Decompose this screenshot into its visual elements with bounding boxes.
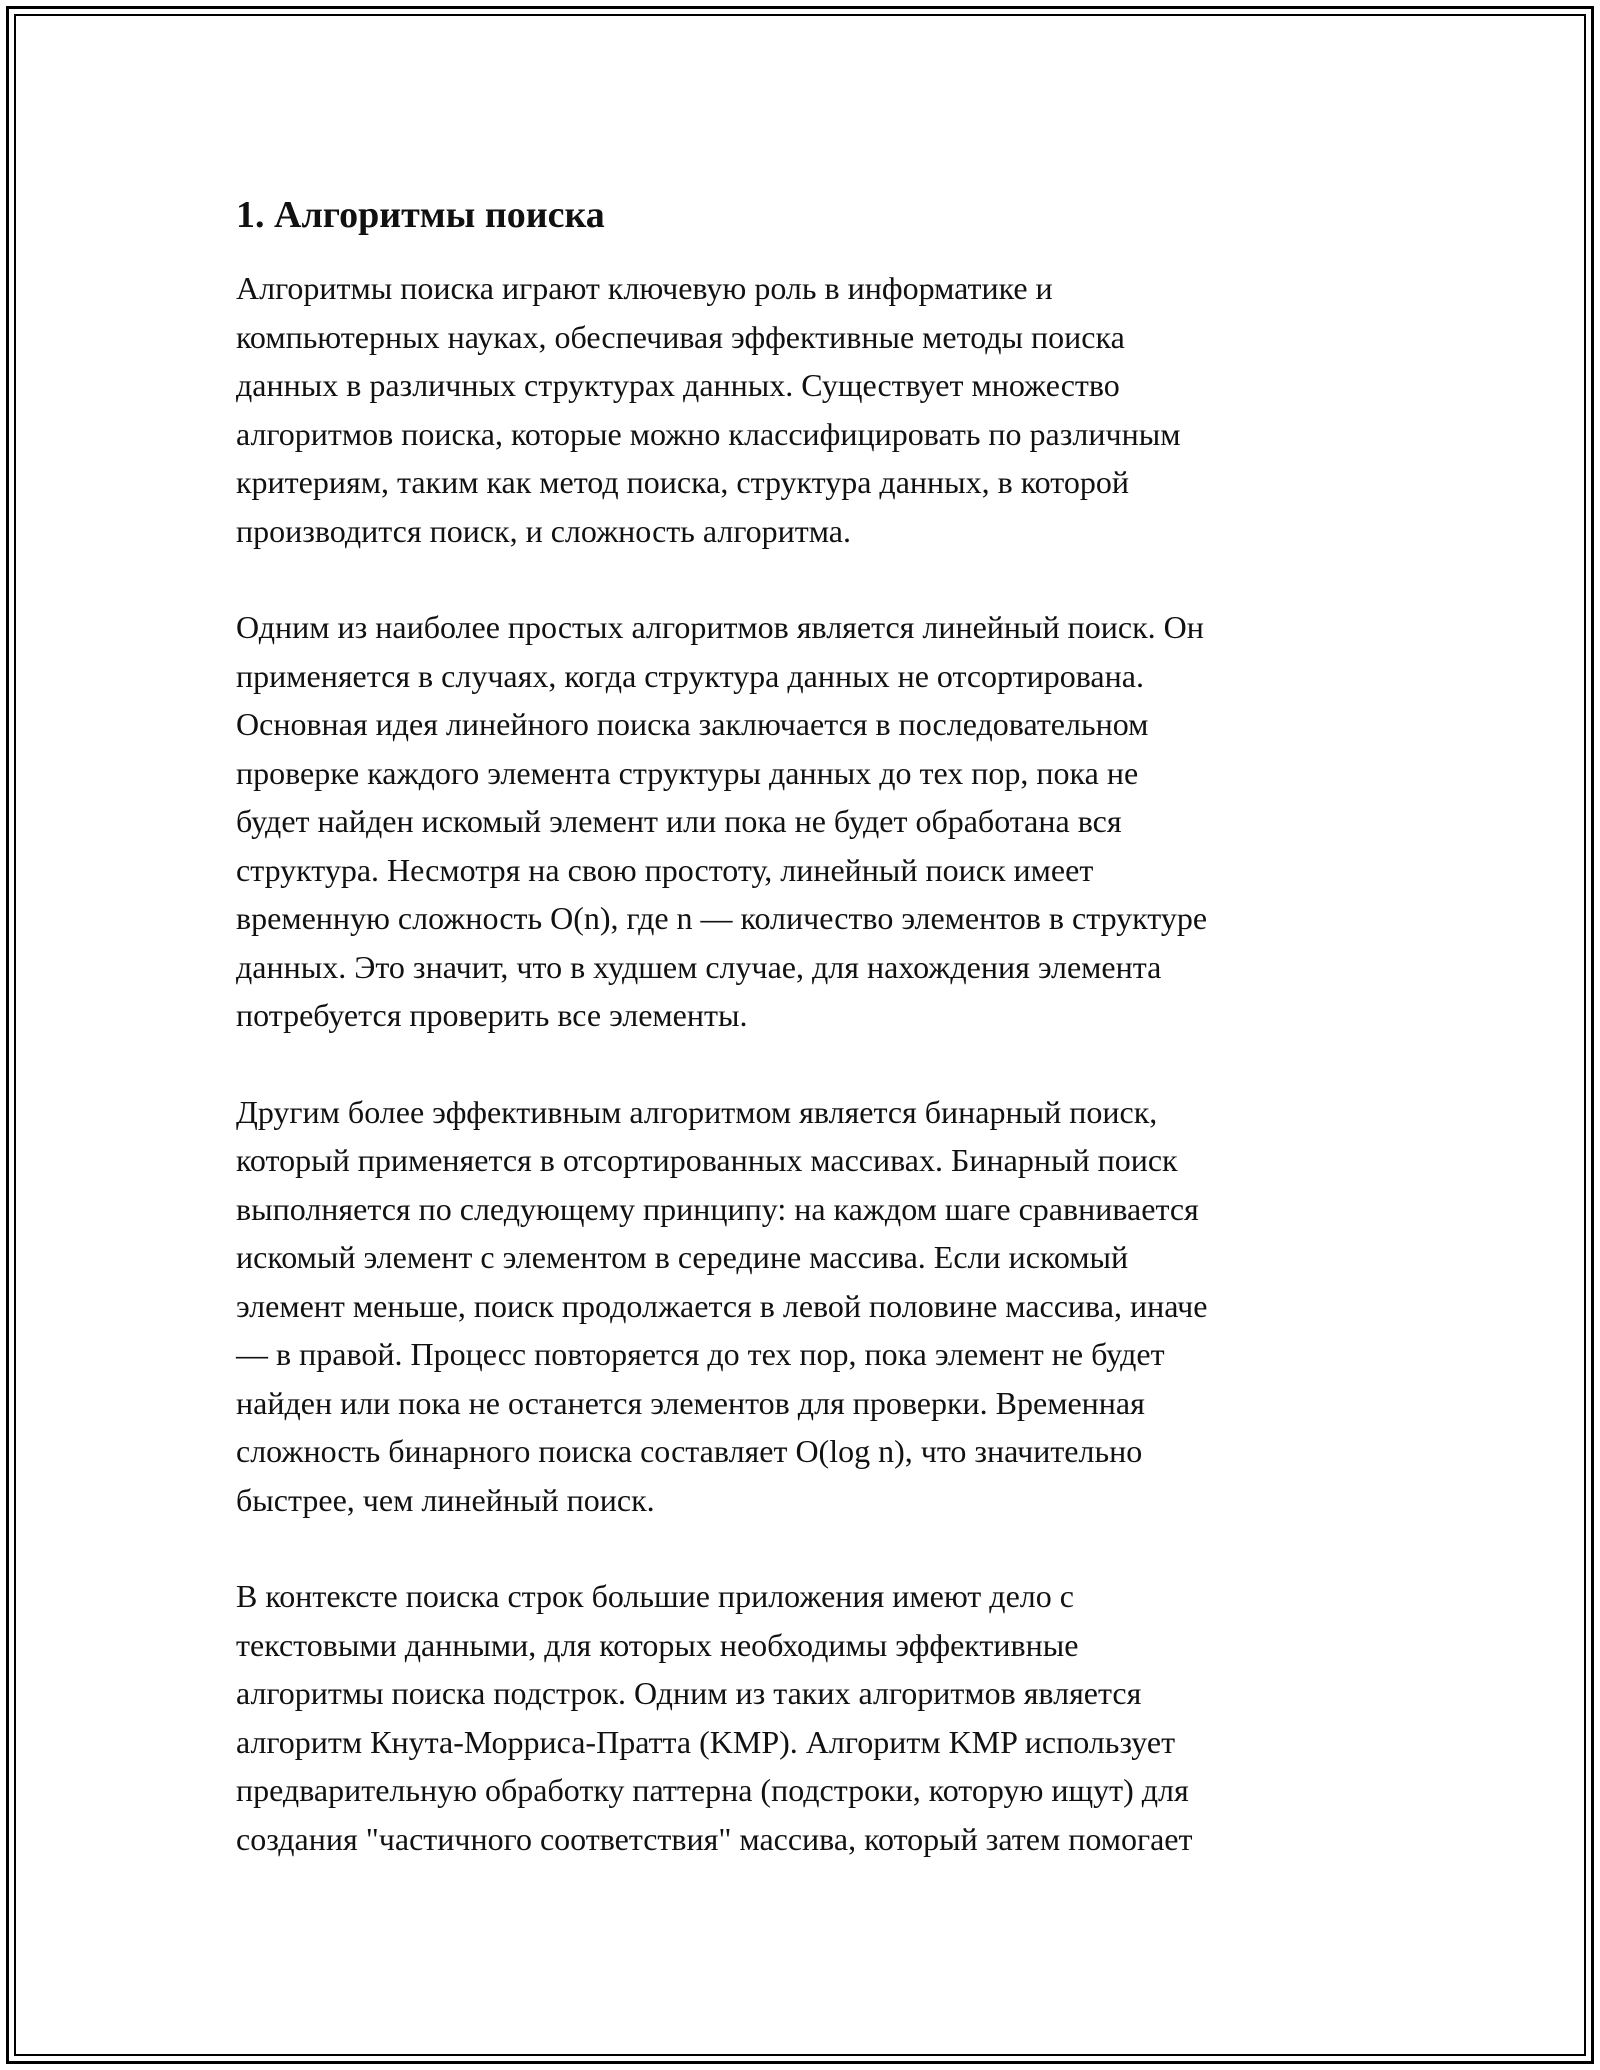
document-body [236,186,1366,1911]
text-line: который применяется в отсортированных массивах. Бинарный поиск [236,1142,1178,1178]
text-line: данных. Это значит, что в худшем случае, для нахождения элемента [236,948,1162,985]
text-line: критериям, таким как метод поиска, структура данных, в которой [236,464,1129,500]
text-line: найден или пока не останется элементов для проверки. Временная [236,1384,1145,1421]
text-line: компьютерных науках, обеспечивая эффективные методы поиска [236,318,1125,355]
text-line: — в правой. Процесс повторяется до тех пор, пока элемент не будет [236,1336,1165,1372]
text-line: Одним из наиболее простых алгоритмов является линейный поиск. Он [236,609,1204,645]
text-line: данных в различных структурах данных. Существует множество [236,367,1120,403]
text-line: Алгоритмы поиска играют ключевую роль в информатике и [236,270,1053,306]
section-heading: 1. Алгоритмы поиска [236,194,605,236]
text-line: сложность бинарного поиска составляет O(log n), что значительно [236,1433,1143,1469]
text-line: искомый элемент с элементом в середине массива. Если искомый [236,1239,1129,1275]
text-line: производится поиск, и сложность алгоритма. [236,512,851,549]
text-line: быстрее, чем линейный поиск. [236,1481,655,1518]
paragraph-binary-search [236,1088,1366,1525]
paragraph-string-search [236,1572,1366,1863]
text-line: проверке каждого элемента структуры данных до тех пор, пока не [236,754,1139,791]
text-line: применяется в случаях, когда структура данных не отсортирована. [236,657,1144,694]
text-line: алгоритмов поиска, которые можно классифицировать по различным [236,415,1181,452]
text-line: создания "частичного соответствия" массива, который затем помогает [236,1820,1193,1857]
text-line: Другим более эффективным алгоритмом является бинарный поиск, [236,1093,1158,1130]
text-line: выполняется по следующему принципу: на каждом шаге сравнивается [236,1190,1199,1227]
paragraph-linear-search [236,603,1366,1040]
text-line: В контексте поиска строк большие приложения имеют дело с [236,1578,1074,1614]
text-line: Основная идея линейного поиска заключается в последовательном [236,706,1149,742]
text-line: временную сложность O(n), где n — количество элементов в структуре [236,900,1208,936]
paragraph-intro [236,264,1366,555]
text-line: текстовыми данными, для которых необходимы эффективные [236,1626,1079,1663]
text-line: предварительную обработку паттерна (подстроки, которую ищут) для [236,1772,1189,1808]
text-line: будет найден искомый элемент или пока не будет обработана вся [236,803,1122,839]
text-line: потребуется проверить все элементы. [236,997,748,1033]
text-line: структура. Несмотря на свою простоту, линейный поиск имеет [236,851,1094,888]
text-line: алгоритмы поиска подстрок. Одним из таких алгоритмов является [236,1675,1142,1711]
text-line: элемент меньше, поиск продолжается в левой половине массива, иначе [236,1287,1208,1324]
text-line: алгоритм Кнута-Морриса-Пратта (KMP). Алгоритм KMP использует [236,1723,1176,1760]
